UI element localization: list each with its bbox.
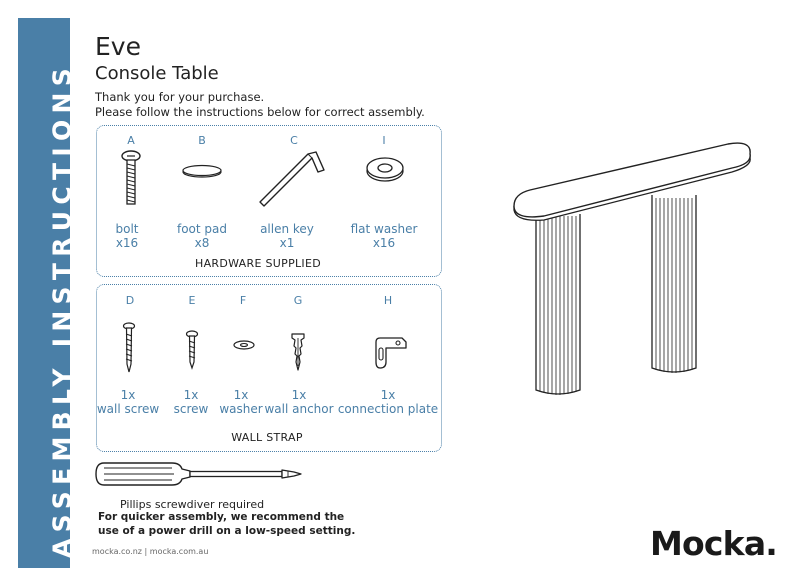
wall-screw-icon: [122, 322, 136, 374]
part-name-wall-screw: wall screw: [96, 402, 160, 416]
part-letter-b: B: [198, 134, 206, 147]
part-name-foot-pad: foot pad: [176, 222, 228, 236]
mocka-logo: Mocka.: [650, 524, 778, 563]
part-letter-f: F: [239, 294, 247, 307]
part-qty-allen-key: x1: [279, 236, 295, 250]
rear-leg: [652, 195, 696, 373]
part-qty-wall-screw: 1x: [120, 388, 136, 402]
footer-urls: mocka.co.nz | mocka.com.au: [92, 547, 209, 556]
part-qty-flat-washer: x16: [372, 236, 396, 250]
part-name-washer: washer: [219, 402, 263, 416]
foot-pad-icon: [181, 164, 223, 178]
power-drill-note-line-2: use of a power drill on a low-speed setting.: [98, 524, 356, 537]
wall-anchor-icon: [290, 330, 306, 372]
part-name-connection-plate: connection plate: [337, 402, 439, 416]
part-name-flat-washer: flat washer: [350, 222, 418, 236]
washer-icon: [232, 339, 256, 351]
console-table-illustration: [500, 150, 780, 400]
part-qty-screw: 1x: [183, 388, 199, 402]
screw-icon: [185, 330, 199, 370]
part-letter-h: H: [383, 294, 393, 307]
tabletop: [514, 143, 750, 220]
part-qty-wall-anchor: 1x: [291, 388, 307, 402]
screwdriver-icon: [94, 459, 304, 489]
flat-washer-icon: [364, 156, 406, 184]
part-qty-washer: 1x: [233, 388, 249, 402]
part-letter-e: E: [188, 294, 196, 307]
part-qty-connection-plate: 1x: [380, 388, 396, 402]
part-name-screw: screw: [173, 402, 209, 416]
part-qty-bolt: x16: [115, 236, 139, 250]
hardware-supplied-title: HARDWARE SUPPLIED: [195, 257, 321, 270]
product-subtitle: Console Table: [95, 63, 219, 84]
product-title: Eve: [95, 32, 141, 61]
part-letter-g: G: [293, 294, 303, 307]
part-letter-d: D: [125, 294, 135, 307]
power-drill-note-line-1: For quicker assembly, we recommend the: [98, 511, 345, 523]
intro-line-2: Please follow the instructions below for correct assembly.: [95, 104, 425, 119]
wall-strap-title: WALL STRAP: [231, 431, 303, 444]
part-name-bolt: bolt: [115, 222, 139, 236]
part-letter-c: C: [290, 134, 298, 147]
intro-text: [95, 90, 425, 119]
allen-key-icon: [256, 146, 328, 208]
sidebar-title: ASSEMBLY INSTRUCTIONS: [47, 61, 77, 559]
part-qty-foot-pad: x8: [194, 236, 210, 250]
sidebar-banner: [18, 18, 77, 568]
bolt-icon: [120, 150, 142, 208]
part-name-wall-anchor: wall anchor: [264, 402, 334, 416]
connection-plate-icon: [372, 334, 408, 370]
part-name-allen-key: allen key: [260, 222, 314, 236]
screwdriver-caption: Pillips screwdiver required: [120, 498, 265, 511]
power-drill-note: [98, 511, 355, 538]
part-letter-a: A: [127, 134, 135, 147]
part-letter-i: I: [382, 134, 386, 147]
front-leg: [536, 214, 580, 395]
intro-line-1: Thank you for your purchase.: [95, 90, 265, 104]
